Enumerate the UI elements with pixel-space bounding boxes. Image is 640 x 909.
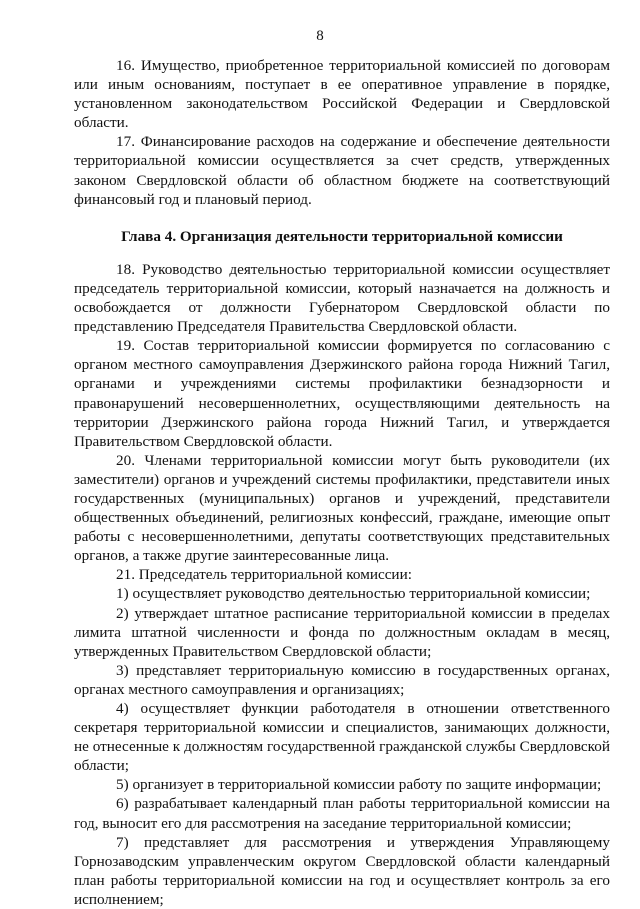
paragraph-21: 21. Председатель территориальной комиссии:	[116, 566, 412, 584]
paragraph-17: 17. Финансирование расходов на содержание и обеспечение деятельности территориальной комиссии осуществляется за счет средств, утвержденных законом Свердловской области об областном бюджете на соответствующий финансовый год и плановый период.	[74, 133, 610, 208]
list-item-3: 3) представляет территориальную комиссию в государственных органах, органах местного самоуправления и организациях;	[74, 661, 610, 698]
paragraph-20: 20. Членами территориальной комиссии могут быть руководители (их заместители) органов и учреждений системы профилактики, представители иных государственных (муниципальных) органов и учреждений, представители общественных объединений, религиозных конфессий, граждане, имеющие опыт работы с несовершеннолетними, депутаты соответствующих представительных органов, а также другие заинтересованные лица.	[74, 451, 610, 565]
list-item-5: 5) организует в территориальной комиссии работу по защите информации;	[116, 776, 602, 794]
list-item-4: 4) осуществляет функции работодателя в отношении ответственного секретаря территориальной комиссии и специалистов, занимающих должности, не отнесенные к должностям государственной гражданской службы Свердловской области;	[74, 700, 610, 775]
list-item-6: 6) разрабатывает календарный план работы территориальной комиссии на год, выносит его для рассмотрения на заседание территориальной комиссии;	[74, 795, 610, 832]
chapter-heading: Глава 4. Организация деятельности территориальной комиссии	[121, 227, 563, 245]
paragraph-16: 16. Имущество, приобретенное территориальной комиссией по договорам или иным основаниям, поступает в ее оперативное управление в порядке, установленном законодательством Российской Федерации и Свердловской области.	[74, 57, 610, 132]
paragraph-18: 18. Руководство деятельностью территориальной комиссии осуществляет председатель территориальной комиссии, который назначается на должность и освобождается от должности Губернатором Свердловской области по представлению Председателя Правительства Свердловской области.	[74, 260, 610, 336]
list-item-2: 2) утверждает штатное расписание территориальной комиссии в пределах лимита штатной численности и фонда по должностным окладам в месяц, утвержденных Правительством Свердловской области;	[74, 604, 610, 660]
page-number: 8	[316, 28, 324, 44]
paragraph-19: 19. Состав территориальной комиссии формируется по согласованию с органом местного самоуправления Дзержинского района города Нижний Тагил, органами и учреждениями системы профилактики безнадзорности и правонарушений несовершеннолетних, осуществляющими деятельность на территории Дзержинского района города Нижний Тагил, и утверждается Правительством Свердловской области.	[74, 337, 610, 450]
list-item-1: 1) осуществляет руководство деятельностью территориальной комиссии;	[116, 585, 591, 603]
list-item-7: 7) представляет для рассмотрения и утверждения Управляющему Горнозаводским управленческим округом Свердловской области календарный план работы территориальной комиссии на год и осуществляет контроль за его исполнением;	[74, 833, 610, 908]
document-body	[74, 56, 610, 909]
